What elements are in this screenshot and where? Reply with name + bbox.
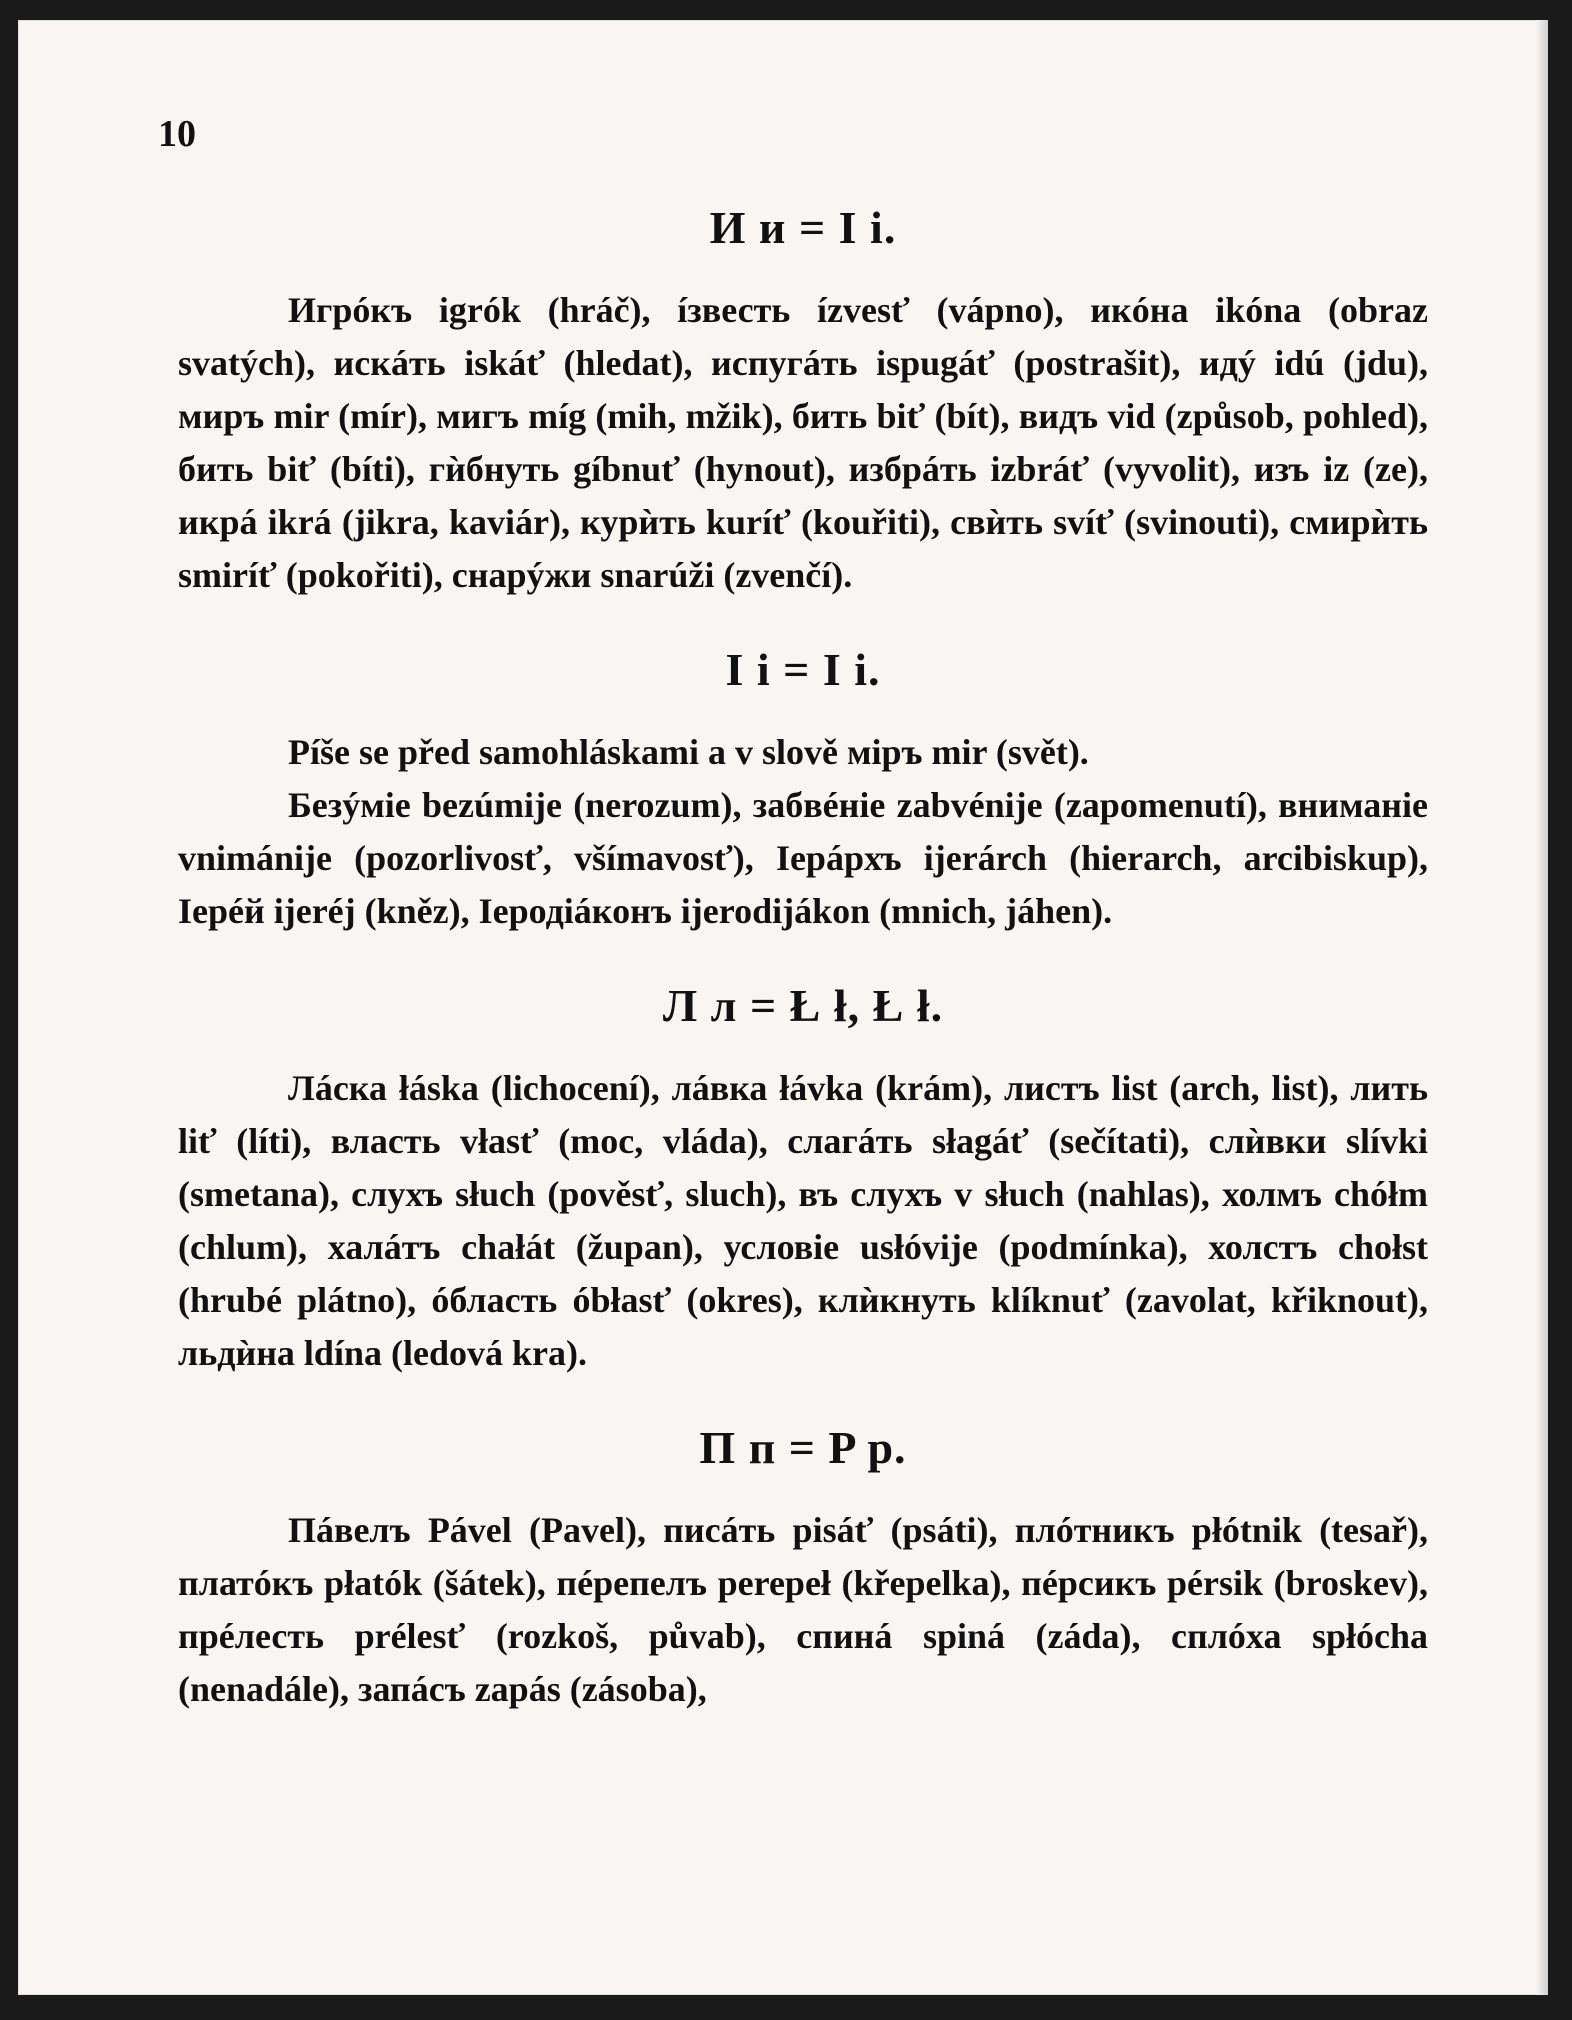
section-heading: I i = I i. xyxy=(725,644,881,695)
page-edge-shadow xyxy=(1536,20,1548,1995)
section-p xyxy=(178,1420,1428,1716)
section-paragraph: Безýміе bezúmije (nerozum), забвéніе zabvénije (zapomenutí), вниманіе vnimánije (pozorlivosť, všímavosť), Іерáрхъ ijerárch (hierarch, arcibiskup), Іерéй ijeréj (kněz), Іеродіáконъ ijerodijákon (mnich, jáhen). xyxy=(178,785,1428,931)
section-i-decimal xyxy=(178,642,1428,938)
section-l xyxy=(178,978,1428,1380)
section-paragraph: Пáвелъ Pável (Pavel), писáть pisáť (psáti), плóтникъ płótnik (tesař), платóкъ płatók (šátek), пéрепелъ perepeł (křepelka), пéрсикъ pérsik (broskev), прéлесть prélesť (rozkoš, půvab), спинá spiná (záda), сплóха spłócha (nenadále), запáсъ zapás (zásoba), xyxy=(178,1510,1428,1709)
section-paragraph: Игрóкъ igrók (hráč), íзвесть ízvesť (vápno), икóна ikóna (obraz svatých), искáть iskáť (hledat), испугáть ispugáť (postrašit), идý idú (jdu), миръ mir (mír), мигъ míg (mih, mžik), бить biť (bít), видъ vid (způsob, pohled), бить biť (bíti), гѝбнуть gíbnuť (hynout), избрáть izbráť (vyvolit), изъ iz (ze), икрá ikrá (jikra, kaviár), курѝть kuríť (kouřiti), свѝть svíť (svinouti), смирѝть smiríť (pokořiti), снарýжи snarúži (zvenčí). xyxy=(178,290,1428,595)
section-heading: П п = P p. xyxy=(699,1422,907,1473)
section-paragraph: Píše se před samohláskami a v slově міръ mir (svět). xyxy=(288,732,1089,772)
page-content xyxy=(178,200,1428,1756)
section-heading: И и = I i. xyxy=(709,202,897,253)
section-i xyxy=(178,200,1428,602)
section-paragraph: Лáска łáska (lichocení), лáвка łávka (krám), листъ list (arch, list), лить liť (líti), власть vłasť (moc, vláda), слагáть słagáť (sečítati), слѝвки slívki (smetana), слухъ słuch (pověsť, sluch), въ слухъ v słuch (nahlas), холмъ chółm (chlum), халáтъ chałát (župan), условіе usłóvije (podmínka), холстъ chołst (hrubé plátno), óбласть óbłasť (okres), клѝкнуть klíknuť (zavolat, křiknout), льдѝна ldína (ledová kra). xyxy=(178,1068,1428,1373)
section-heading: Л л = Ł ł, Ł ł. xyxy=(662,980,944,1031)
page-number: 10 xyxy=(158,113,196,155)
book-page xyxy=(18,20,1548,1995)
